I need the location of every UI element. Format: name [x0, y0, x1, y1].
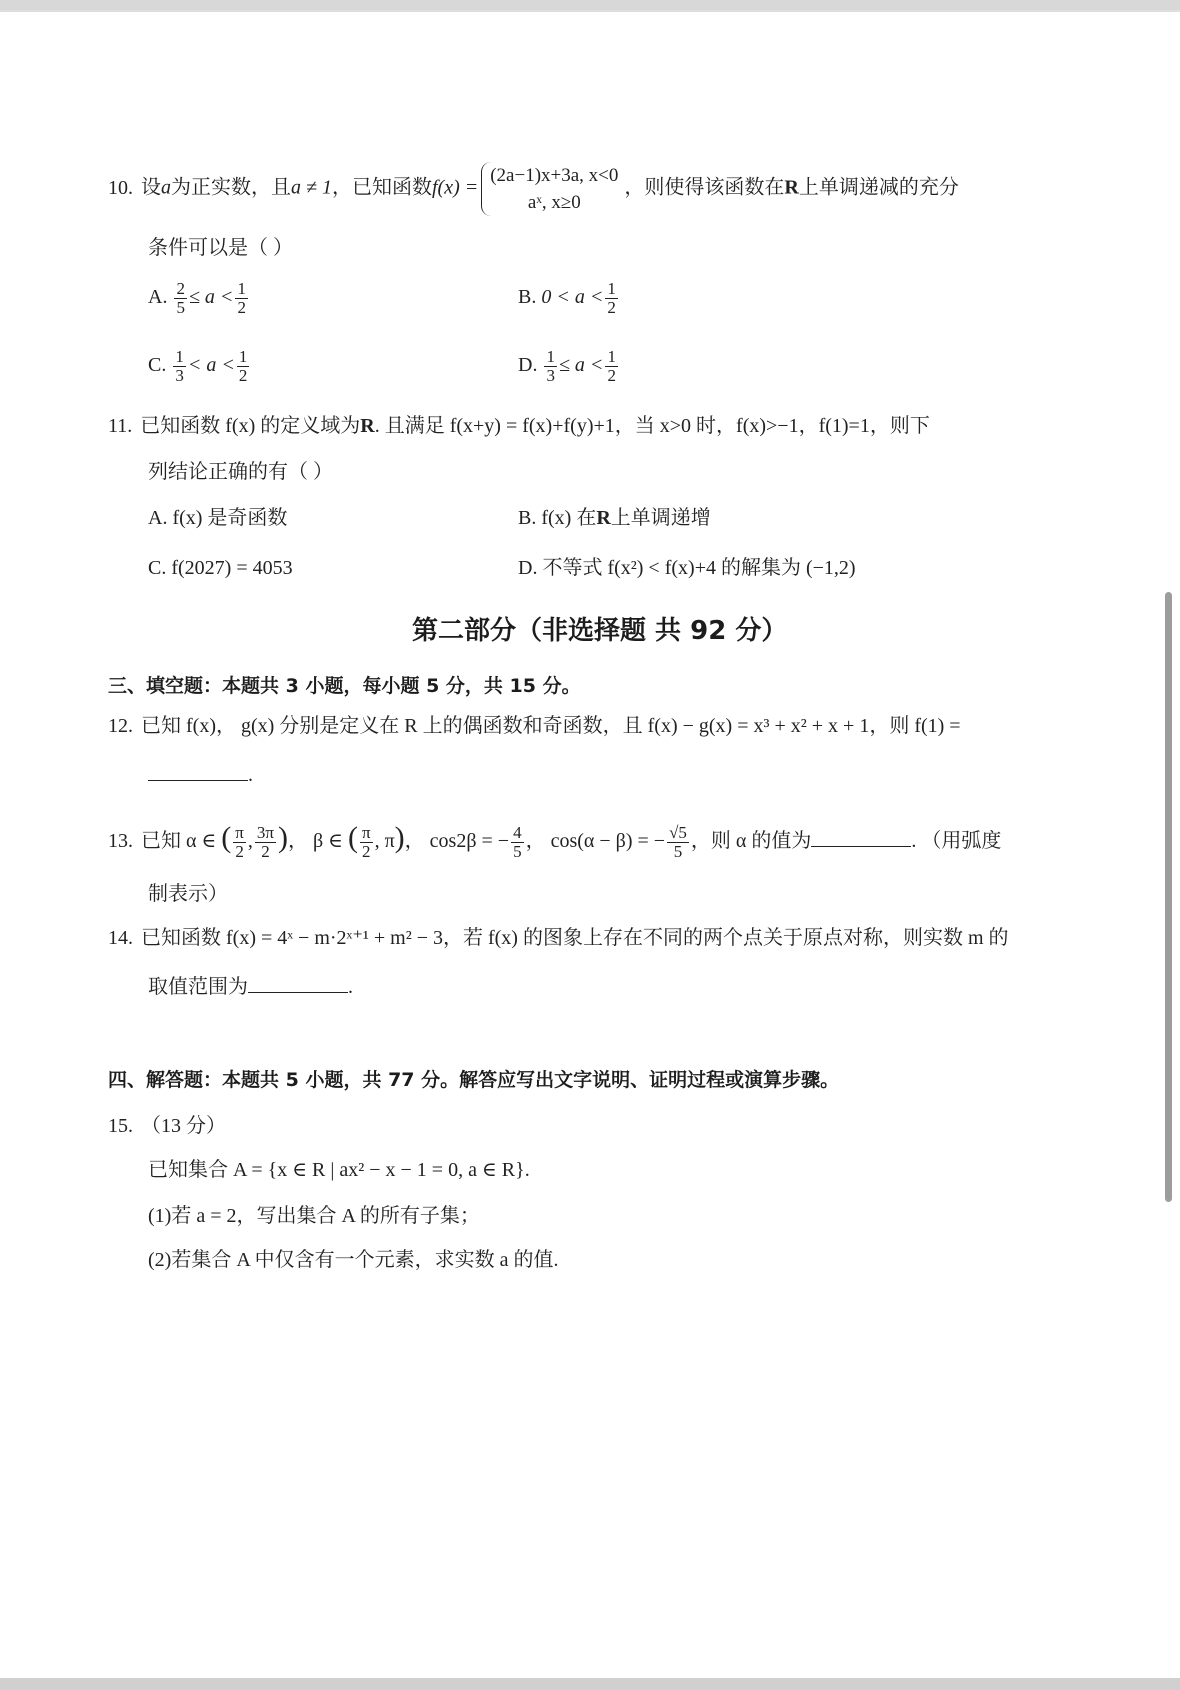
q10-a-frac1-den: 5 [176, 298, 185, 317]
q15-part2: (2)若集合 A 中仅含有一个元素，求实数 a 的值. [148, 1249, 559, 1271]
q14-line1 [108, 924, 1009, 952]
q10-text-b: 为正实数，且 [171, 176, 291, 199]
exam-page [0, 12, 1180, 1678]
q10-a-frac2-den: 2 [237, 298, 246, 317]
q10-option-a-label: A. [148, 286, 168, 309]
q11-option-a-label: A. [148, 507, 168, 529]
q10-c-frac1 [173, 348, 186, 385]
section4-heading: 四、解答题：本题共 5 小题，共 77 分。解答应写出文字说明、证明过程或演算步骤。 [108, 1069, 840, 1091]
q10-text-c: ，已知函数 [331, 176, 432, 199]
q10-cond: a ≠ 1 [291, 176, 332, 199]
q11-option-c [148, 554, 293, 582]
vertical-scrollbar[interactable] [1165, 592, 1172, 1202]
q10-c-frac2-num: 1 [238, 347, 248, 366]
q14-line2 [148, 972, 353, 1001]
q11-option-c-text: f(2027) = 4053 [171, 557, 293, 579]
q10-c-frac1-den: 3 [175, 366, 184, 385]
q10-d-frac1-num: 1 [546, 347, 555, 366]
q13-open-paren-2: ( [347, 821, 358, 855]
q10-a-frac2 [235, 280, 248, 317]
q10-a-frac2-num: 1 [237, 279, 246, 298]
q15-line0 [108, 1112, 226, 1140]
q15-part1: (1)若 a = 2，写出集合 A 的所有子集； [148, 1205, 480, 1227]
q11-option-d [518, 554, 856, 582]
q13-sqrt-frac [667, 824, 689, 861]
q15-number: 15. [108, 1115, 133, 1137]
q10-option-b-label: B. [518, 286, 537, 309]
q12-text: 已知 f(x)， g(x) 分别是定义在 R 上的偶函数和奇函数，且 f(x) − g(x) = x³ + x² + x + 1，则 f(1) = [141, 715, 961, 737]
q13-t5: ，则 α 的值为 [690, 830, 812, 853]
q14-line2-text: 取值范围为 [148, 976, 248, 998]
q10-number: 10. [108, 176, 133, 199]
q10-text-d: ，则使得该函数在 [624, 176, 785, 199]
q14-text: 已知函数 f(x) = 4ˣ − m·2ˣ⁺¹ + m² − 3，若 f(x) 的图象上存在不同的两个点关于原点对称，则实数 m 的 [141, 927, 1009, 949]
q12-answer-blank [148, 760, 248, 781]
q13-int1-frac2-num: 3π [256, 823, 274, 842]
q10-piece1: (2a−1)x+3a, x<0 [490, 165, 619, 186]
q13-int1-frac1-num: π [235, 823, 244, 842]
viewer-bottom-edge [0, 1678, 1180, 1690]
q10-b-frac [605, 280, 618, 317]
q12-line2 [148, 760, 253, 789]
q13-int2-frac-den: 2 [362, 842, 371, 861]
q11-line2: 列结论正确的有（ ） [148, 461, 333, 483]
part2-title: 第二部分（非选择题 共 92 分） [412, 616, 788, 646]
q13-line2: 制表示） [148, 883, 228, 905]
q13-int1-frac1-den: 2 [235, 842, 244, 861]
q10-option-a [148, 280, 250, 317]
q13-open-paren-1: ( [221, 821, 232, 855]
q10-b-frac-num: 1 [607, 279, 616, 298]
q13-t1: 已知 α ∈ [141, 830, 217, 853]
q10-option-d-label: D. [518, 354, 538, 377]
q10-fx: f(x) = [431, 176, 479, 199]
q10-var-a: a [161, 176, 171, 199]
q14-line2-tail: . [348, 976, 353, 998]
q10-R: R [784, 176, 799, 199]
q11-option-a-text: f(x) 是奇函数 [172, 507, 288, 529]
q10-text-a: 设 [141, 176, 161, 199]
q11-option-b-text2: 上单调递增 [610, 507, 711, 529]
q10-option-b [518, 280, 620, 317]
q13-int1-frac2 [255, 824, 276, 861]
q15-score: （13 分） [141, 1115, 226, 1137]
q10-c-frac1-num: 1 [175, 347, 184, 366]
q10-a-mid: ≤ a < [188, 286, 234, 309]
q10-option-c [148, 348, 251, 385]
q13-t4: ， cos(α − β) = − [525, 830, 666, 853]
q10-text-e: 上单调递减的充分 [798, 176, 959, 199]
q13-cos-frac [511, 824, 524, 861]
q10-d-frac2 [605, 348, 618, 385]
q13-t6: . （用弧度 [911, 830, 1002, 853]
q10-b-pre: 0 < a < [541, 286, 604, 309]
q12-line2-tail: . [248, 764, 253, 786]
q11-R: R [360, 415, 375, 437]
q13-t2: ， β ∈ [287, 830, 343, 853]
viewer-top-edge [0, 0, 1180, 10]
q13-line1: 13. 已知 α ∈ ( $\frac{\pi}{2}$ , $\frac{3\pi}{2}$ )， β ∈ ( $\frac{\pi}{2}$ , π)， cos2β = − $\frac{4}{5}$ ， cos(α − β) = − $\frac{√5}{5}$ ，则 α 的值为 . （用弧度 [108, 821, 1002, 861]
q11-option-d-label: D. [518, 557, 538, 579]
q13-sqrt-frac-den: 5 [673, 842, 683, 861]
q13-close-paren-1: ) [277, 821, 288, 855]
q13-int1-frac1 [233, 824, 246, 861]
q13-close-paren-2: ) [394, 821, 405, 855]
q15-line1: 已知集合 A = {x ∈ R | ax² − x − 1 = 0, a ∈ R}. [148, 1159, 530, 1181]
q14-number: 14. [108, 927, 133, 949]
q10-a-frac1-num: 2 [176, 279, 185, 298]
q12-number: 12. [108, 715, 133, 737]
q10-option-c-label: C. [148, 354, 167, 377]
q13-int2-tail: , π [374, 830, 395, 853]
q10-d-frac1 [544, 348, 557, 385]
q10-d-frac2-den: 2 [607, 366, 616, 385]
q12-line1 [108, 712, 961, 740]
q13-int1-frac2-den: 2 [261, 842, 270, 861]
q10-b-frac-den: 2 [607, 298, 616, 317]
q10-piecewise [481, 162, 618, 216]
q10-d-frac1-den: 3 [546, 366, 555, 385]
q11-option-a [148, 504, 287, 532]
q13-int2-frac [360, 824, 373, 861]
q13-cos-frac-den: 5 [513, 842, 522, 861]
q10-c-frac2 [237, 348, 250, 385]
q10-piece2: aˣ, x≥0 [527, 192, 581, 213]
q10-line1 [108, 162, 959, 216]
q14-answer-blank [248, 972, 348, 993]
q11-number: 11. [108, 415, 133, 437]
q13-answer-blank [811, 826, 911, 847]
q13-cos-frac-num: 4 [513, 823, 522, 842]
q10-line2: 条件可以是（ ） [148, 237, 293, 259]
q13-t3: ， cos2β = − [404, 830, 510, 853]
q10-d-mid: ≤ a < [558, 354, 604, 377]
q10-option-d [518, 348, 620, 385]
q11-line1 [108, 412, 930, 440]
q10-a-frac1 [174, 280, 187, 317]
q11-text1: 已知函数 f(x) 的定义域为 [140, 415, 361, 437]
q11-option-b-R: R [596, 507, 611, 529]
section3-heading: 三、填空题：本题共 3 小题，每小题 5 分，共 15 分。 [108, 675, 581, 697]
q11-option-d-text: 不等式 f(x²) < f(x)+4 的解集为 (−1,2) [542, 557, 856, 579]
q11-text1b: . 且满足 f(x+y) = f(x)+f(y)+1，当 x>0 时，f(x)>−1，f(1)=1，则下 [374, 415, 930, 437]
q10-c-frac2-den: 2 [238, 366, 248, 385]
q13-int2-frac-num: π [361, 823, 371, 842]
q11-option-c-label: C. [148, 557, 167, 579]
q11-option-b [518, 504, 711, 532]
q11-option-b-label: B. [518, 507, 537, 529]
q13-sqrt-frac-num: √5 [669, 823, 687, 842]
q11-option-b-text1: f(x) 在 [541, 507, 597, 529]
q10-c-mid: < a < [187, 354, 235, 377]
q10-d-frac2-num: 1 [607, 347, 616, 366]
q13-number: 13. [108, 830, 133, 853]
